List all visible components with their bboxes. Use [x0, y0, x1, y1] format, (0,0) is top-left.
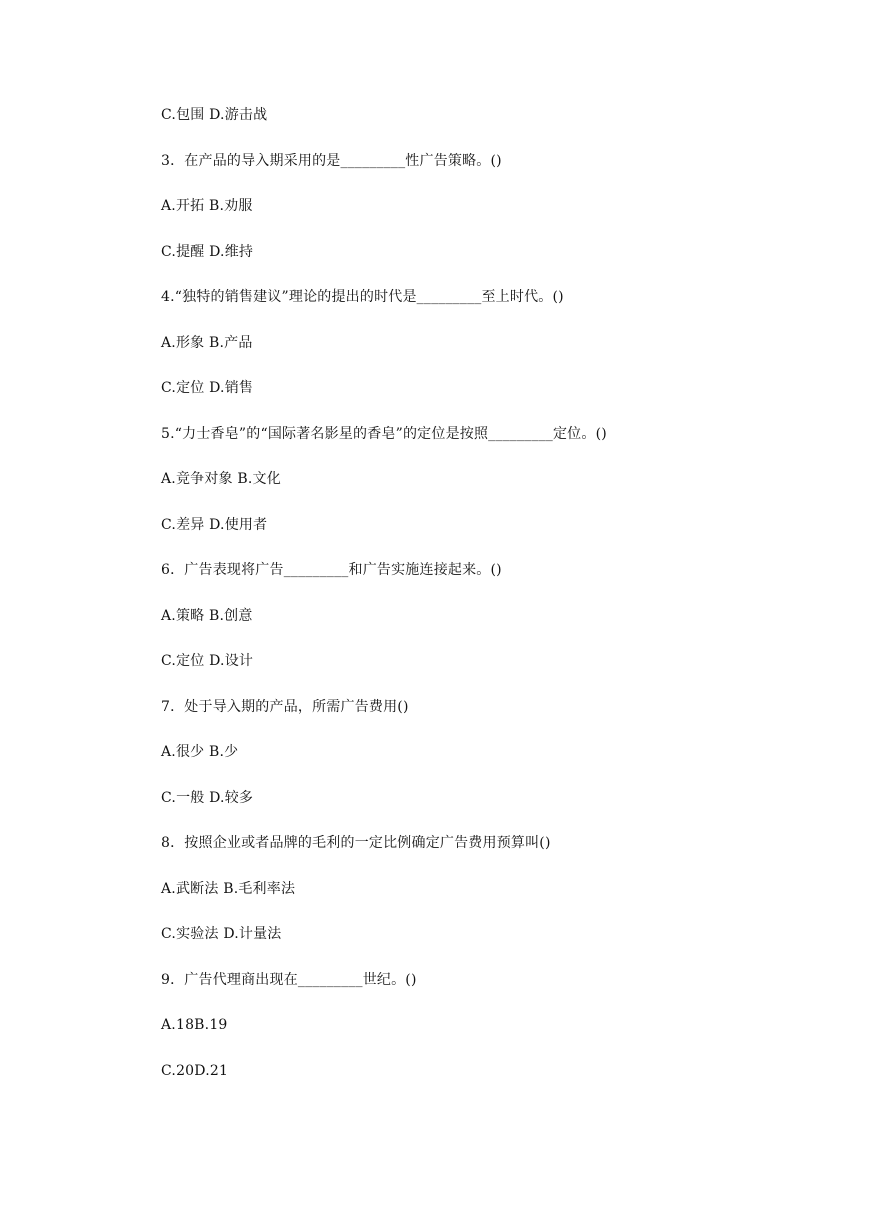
- question-3: 3．在产品的导入期采用的是_________性广告策略。(): [161, 152, 502, 169]
- option-line-q4-cd: C.定位 D.销售: [161, 380, 254, 396]
- option-line-q8-ab: A.武断法 B.毛利率法: [161, 880, 296, 897]
- option-line-q5-cd: C.差异 D.使用者: [161, 516, 268, 533]
- option-line-q5-ab: A.竞争对象 B.文化: [161, 471, 281, 487]
- option-line-q8-cd: C.实验法 D.计量法: [161, 926, 282, 942]
- question-list: [161, 103, 801, 1104]
- option-line-q4-ab: A.形象 B.产品: [161, 334, 253, 351]
- option-line-q9-cd: C.20D.21: [161, 1062, 229, 1079]
- option-line-q6-ab: A.策略 B.创意: [161, 607, 253, 624]
- option-line-q9-ab: A.18B.19: [161, 1017, 228, 1033]
- option-line-q6-cd: C.定位 D.设计: [161, 653, 254, 669]
- question-4: 4.“独特的销售建议”理论的提出的时代是_________至上时代。(): [161, 289, 564, 305]
- option-line-q2-cd: C.包围 D.游击战: [161, 107, 268, 123]
- option-line-q7-ab: A.很少 B.少: [161, 744, 239, 760]
- question-7: 7．处于导入期的产品，所需广告费用(): [161, 698, 409, 715]
- option-line-q3-cd: C.提醒 D.维持: [161, 243, 254, 260]
- question-9: 9．广告代理商出现在_________世纪。(): [161, 971, 417, 988]
- question-6: 6．广告表现将广告_________和广告实施连接起来。(): [161, 562, 502, 578]
- question-8: 8．按照企业或者品牌的毛利的一定比例确定广告费用预算叫(): [161, 835, 551, 851]
- option-line-q7-cd: C.一般 D.较多: [161, 789, 254, 806]
- option-line-q3-ab: A.开拓 B.劝服: [161, 198, 253, 214]
- question-5: 5.“力士香皂”的“国际著名影星的香皂”的定位是按照_________定位。(): [161, 425, 607, 442]
